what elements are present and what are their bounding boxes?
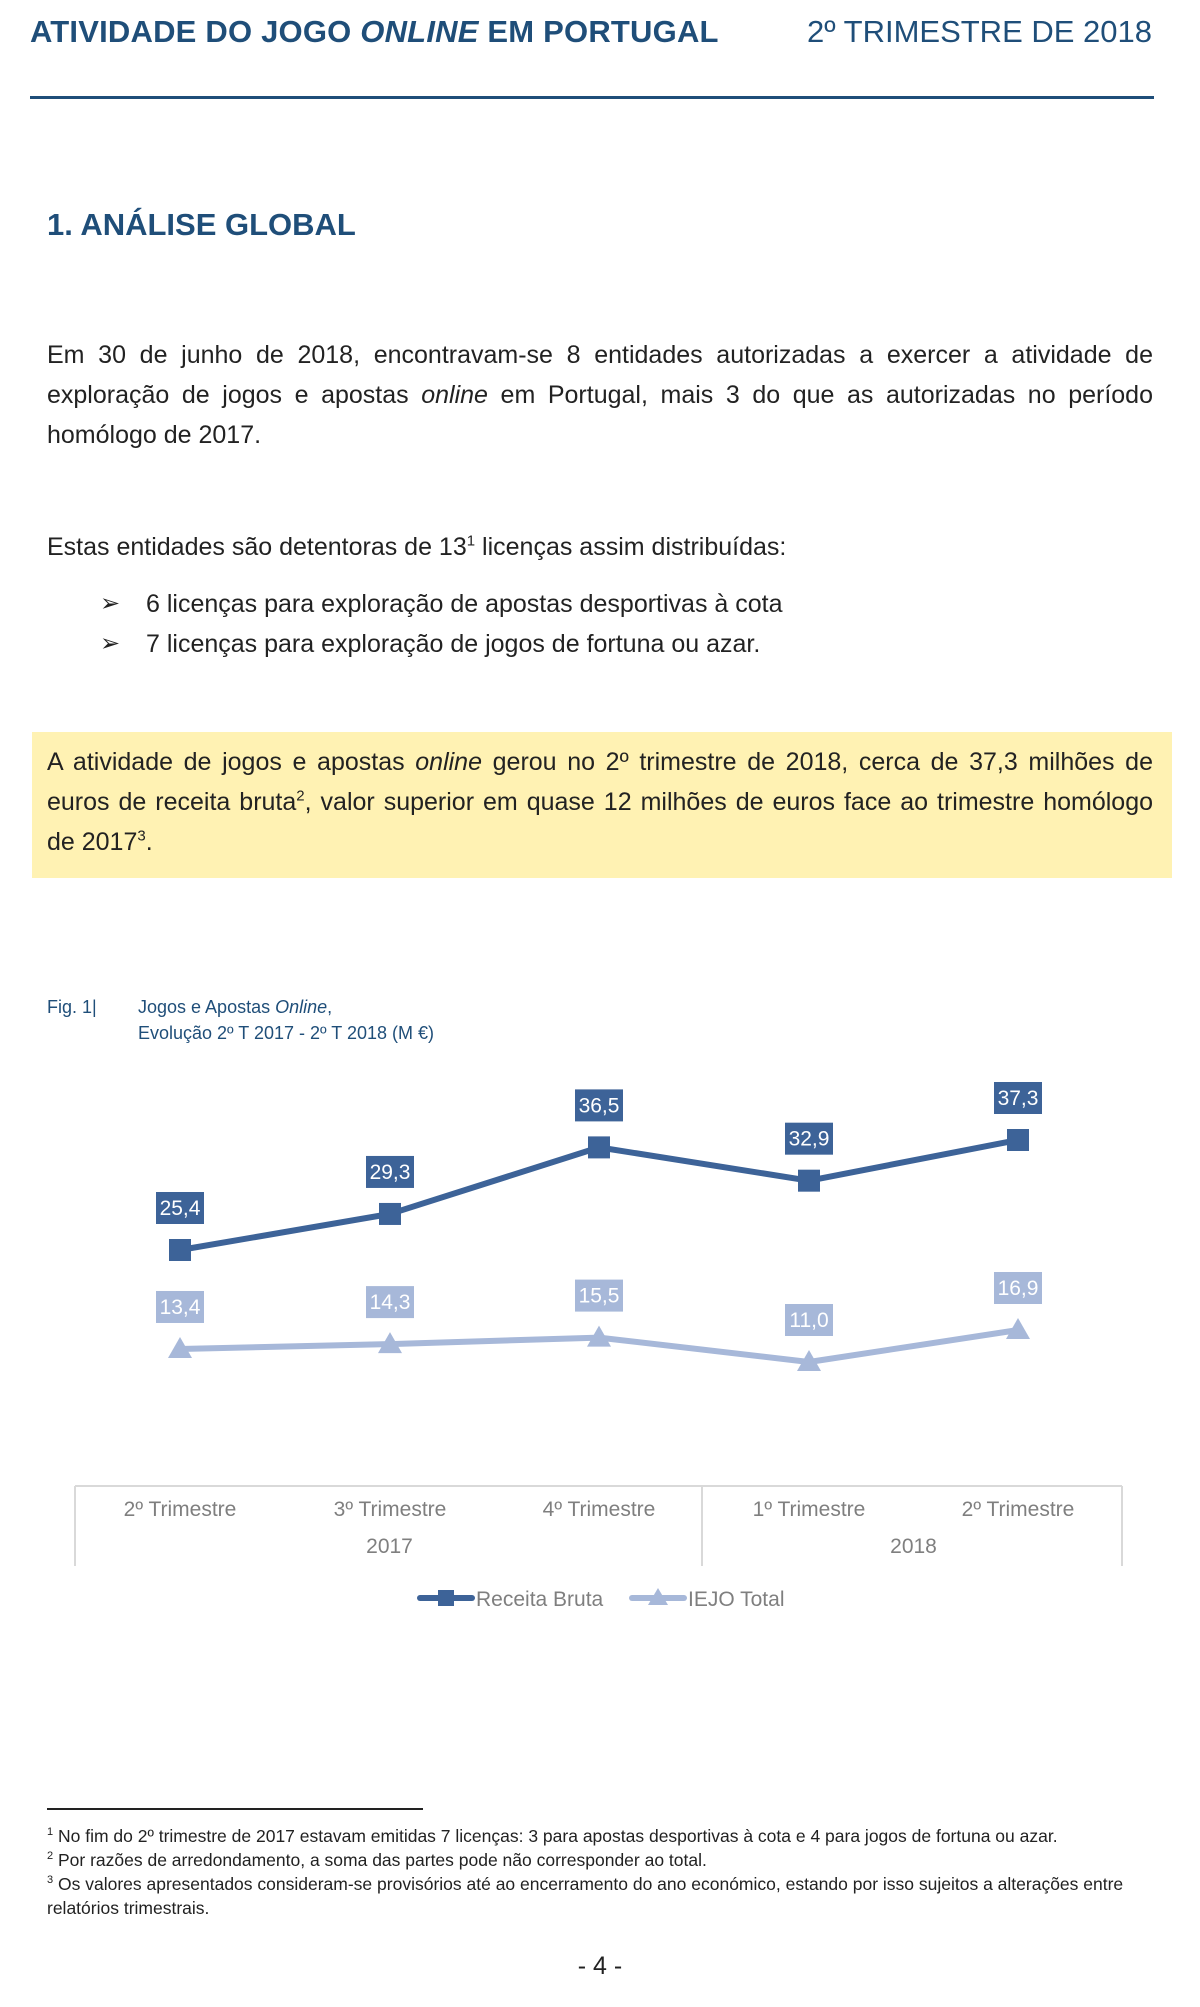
x-group-label: 2018 (890, 1535, 937, 1558)
footnote-marker: 2 (47, 1850, 54, 1863)
highlight-text (47, 742, 1153, 862)
paragraph-licenses (47, 527, 1153, 567)
data-point-marker (588, 1136, 610, 1158)
legend-label: Receita Bruta (476, 1588, 604, 1611)
footnote-ref-1: 1 (466, 532, 476, 550)
section-title: 1. ANÁLISE GLOBAL (47, 207, 356, 242)
footnote-text: No fim do 2º trimestre de 2017 estavam emitidas 7 licenças: 3 para apostas desportivas à cota e 4 para jogos de fortuna ou azar. (53, 1826, 1058, 1846)
data-label: 37,3 (997, 1087, 1039, 1110)
report-title-part2: EM PORTUGAL (478, 14, 719, 49)
data-label: 14,3 (369, 1291, 411, 1315)
legend-marker (438, 1590, 454, 1606)
figure-title-line2: Evolução 2º T 2017 - 2º T 2018 (M €) (138, 1023, 434, 1043)
paragraph-entities (47, 335, 1153, 455)
figure-title-line1-part1: Jogos e Apostas (138, 997, 276, 1017)
x-tick-label: 4º Trimestre (542, 1498, 656, 1521)
figure-title-line1-part2: , (327, 997, 333, 1017)
highlight-part4: . (145, 828, 153, 856)
arrow-bullet-icon: ➢ (100, 590, 121, 617)
data-label: 16,9 (997, 1277, 1039, 1300)
footnote (47, 1824, 1157, 1848)
list-item-text: 6 licenças para exploração de apostas desportivas à cota (146, 590, 783, 618)
list-item (100, 624, 783, 664)
data-label: 25,4 (159, 1197, 201, 1220)
arrow-bullet-icon: ➢ (100, 630, 121, 657)
highlight-part1: A atividade de jogos e apostas (47, 748, 416, 776)
data-point-marker (1007, 1129, 1029, 1151)
footnote-divider (47, 1808, 423, 1810)
data-label: 32,9 (788, 1127, 830, 1151)
data-label: 29,3 (369, 1160, 411, 1184)
legend-label: IEJO Total (688, 1588, 785, 1611)
figure-title (138, 994, 434, 1046)
report-title (30, 14, 719, 50)
paragraph-entities-italic: online (421, 381, 488, 409)
page-number: - 4 - (577, 1952, 623, 1980)
highlight-part2: gerou no 2º trimestre de 2018, cerca de 37,3 milhões de euros de receita bruta (47, 748, 1153, 816)
report-period: 2º TRIMESTRE DE 2018 (807, 14, 1152, 49)
x-tick-label: 3º Trimestre (333, 1498, 447, 1521)
data-label: 36,5 (578, 1094, 620, 1118)
report-title-italic: ONLINE (360, 14, 479, 49)
figure-number: Fig. 1| (47, 997, 97, 1017)
data-point-marker (798, 1170, 820, 1192)
data-label: 15,5 (578, 1284, 620, 1308)
data-point-marker (169, 1239, 191, 1261)
highlight-italic: online (415, 748, 482, 776)
x-tick-label: 2º Trimestre (123, 1498, 237, 1521)
report-title-part1: ATIVIDADE DO JOGO (30, 14, 361, 49)
data-label: 11,0 (789, 1309, 829, 1332)
footnote-ref-2: 2 (296, 787, 305, 805)
highlight-part3: , valor superior em quase 12 milhões de euros face ao trimestre homólogo de 2017 (47, 788, 1154, 856)
data-point-marker (379, 1203, 401, 1225)
paragraph-entities-part1: Em 30 de junho de 2018, encontravam-se 8 entidades autorizadas a exercer a atividade de exploração de jogos e apostas (47, 341, 1153, 409)
license-list (100, 584, 783, 664)
paragraph-licenses-text2: licenças assim distribuídas: (475, 533, 787, 561)
footnote-text: Os valores apresentados consideram-se provisórios até ao encerramento do ano económico, estando por isso sujeitos a alterações entre relatórios trimestrais. (47, 1874, 1124, 1918)
paragraph-licenses-text: Estas entidades são detentoras de 13 (47, 533, 467, 561)
x-tick-label: 1º Trimestre (752, 1498, 866, 1521)
x-group-label: 2017 (366, 1535, 413, 1558)
footnote (47, 1872, 1157, 1920)
highlight-box (32, 732, 1172, 878)
header-divider (30, 96, 1154, 99)
x-tick-label: 2º Trimestre (961, 1498, 1075, 1521)
footnote-marker: 3 (47, 1874, 54, 1887)
list-item (100, 584, 783, 624)
footnote-text: Por razões de arredondamento, a soma das partes pode não corresponder ao total. (53, 1850, 707, 1870)
footnote (47, 1848, 1157, 1872)
footnote-marker: 1 (47, 1826, 54, 1839)
data-label: 13,4 (159, 1295, 201, 1319)
line-chart (0, 1060, 1200, 1620)
list-item-text: 7 licenças para exploração de jogos de fortuna ou azar. (146, 630, 761, 658)
paragraph-entities-part2: em Portugal, mais 3 do que as autorizadas no período homólogo de 2017. (47, 381, 1153, 449)
figure-title-line1-italic: Online (275, 997, 328, 1017)
line-chart-svg (0, 1060, 1200, 1620)
footnotes (47, 1824, 1157, 1920)
footnote-ref-3: 3 (137, 827, 146, 845)
figure-title-line1 (138, 994, 434, 1020)
